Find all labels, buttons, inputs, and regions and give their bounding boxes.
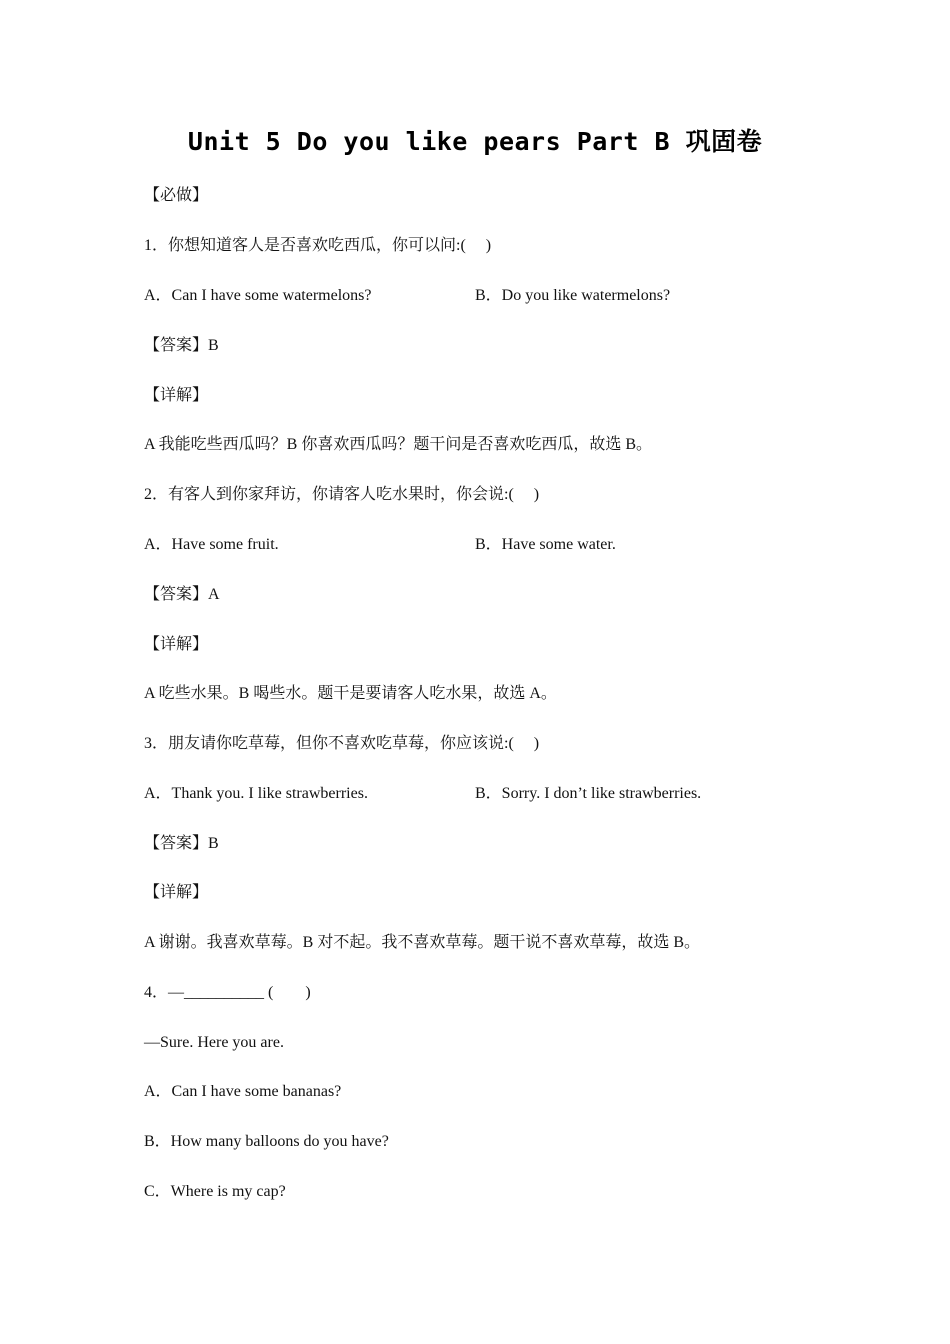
answer-label: 【答案】 [144, 586, 209, 603]
question-3-option-b: B．Sorry. I don’t like strawberries. [475, 785, 702, 802]
question-4-stem: 4．—__________ ( ) [144, 984, 311, 1001]
question-2-option-b: B．Have some water. [475, 536, 616, 553]
question-1-option-b: B．Do you like watermelons? [475, 287, 671, 304]
question-1-detail-label: 【详解】 [144, 387, 209, 404]
question-3-option-a: A．Thank you. I like strawberries. [144, 785, 368, 802]
question-3-stem: 3．朋友请你吃草莓，但你不喜欢吃草莓，你应该说:( ) [144, 735, 540, 752]
question-1-explanation: A 我能吃些西瓜吗？B 你喜欢西瓜吗？题干问是否喜欢吃西瓜，故选 B。 [144, 436, 653, 453]
question-1-answer-row [144, 336, 219, 356]
question-2-stem: 2．有客人到你家拜访，你请客人吃水果时，你会说:( ) [144, 486, 540, 503]
question-4-reply: —Sure. Here you are. [144, 1034, 284, 1051]
question-2-answer-row [144, 585, 220, 605]
question-2-detail-label: 【详解】 [144, 636, 209, 653]
question-4-option-a: A．Can I have some bananas? [144, 1083, 342, 1100]
question-3-detail-label: 【详解】 [144, 884, 209, 901]
question-3-explanation: A 谢谢。我喜欢草莓。B 对不起。我不喜欢草莓。题干说不喜欢草莓，故选 B。 [144, 934, 701, 951]
question-1-stem: 1．你想知道客人是否喜欢吃西瓜，你可以问:( ) [144, 237, 492, 254]
answer-label: 【答案】 [144, 835, 209, 852]
question-2-option-a: A．Have some fruit. [144, 536, 279, 553]
page-title: Unit 5 Do you like pears Part B 巩固卷 [187, 127, 763, 156]
question-3-answer: B [208, 835, 219, 852]
question-2-answer: A [208, 586, 220, 603]
question-3-answer-row [144, 834, 219, 854]
question-4-option-b: B．How many balloons do you have? [144, 1133, 389, 1150]
answer-label: 【答案】 [144, 337, 209, 354]
question-1-option-a: A．Can I have some watermelons? [144, 287, 372, 304]
question-4-option-c: C．Where is my cap? [144, 1183, 286, 1200]
question-1-answer: B [208, 337, 219, 354]
question-2-explanation: A 吃些水果。B 喝些水。题干是要请客人吃水果，故选 A。 [144, 685, 557, 702]
section-label-must: 【必做】 [144, 187, 209, 204]
